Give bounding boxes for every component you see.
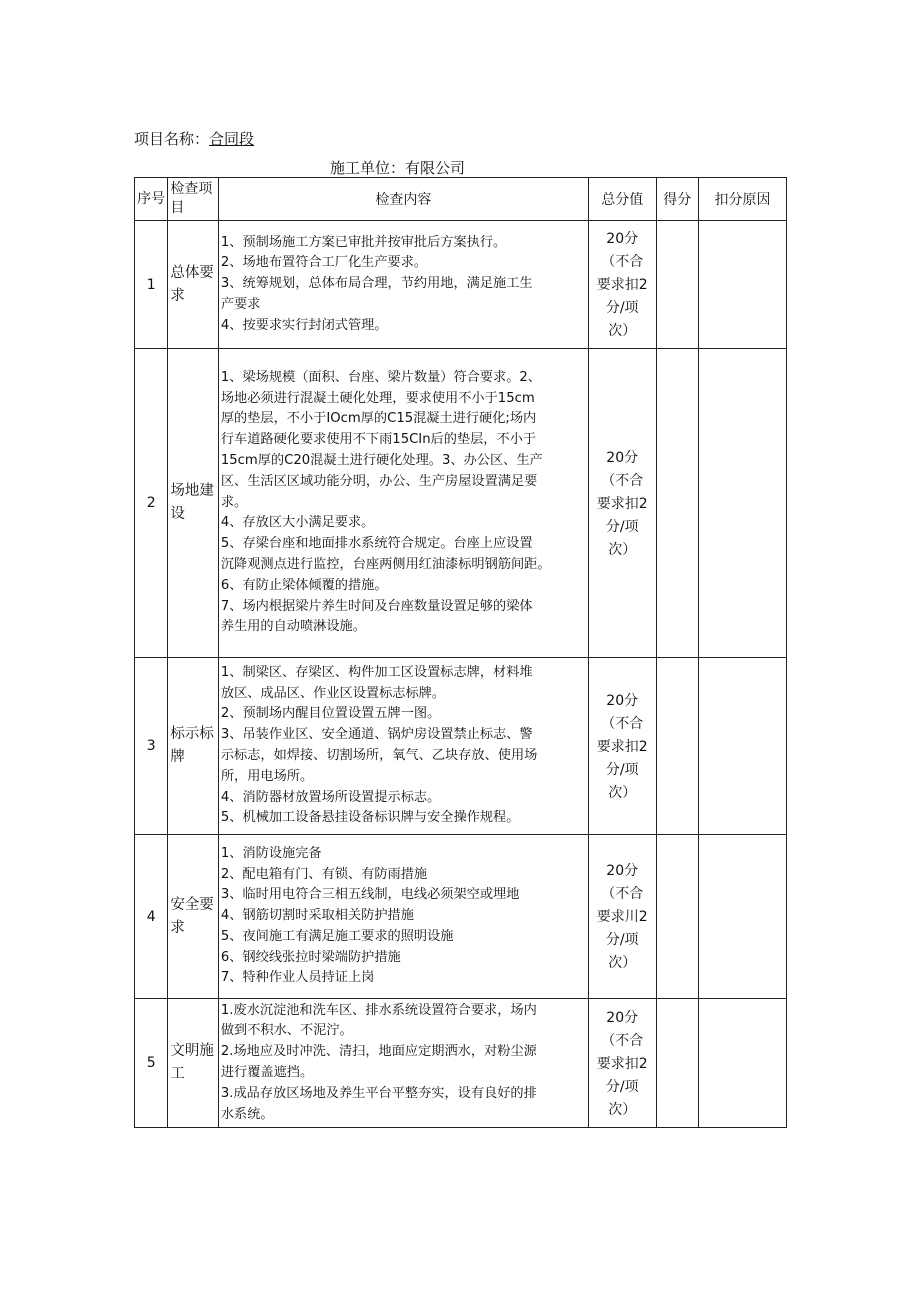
content-list: [219, 1001, 588, 1126]
construction-unit-label: 施工单位：: [330, 159, 406, 177]
content-list: [219, 368, 588, 638]
table-body: [135, 221, 787, 1128]
score-line: 分/项: [605, 1078, 639, 1095]
content-line: 4、按要求实行封闭式管理。: [220, 317, 388, 333]
score-line: 次）: [608, 323, 637, 339]
score-line: 次）: [608, 784, 637, 801]
score-line: 20分: [606, 1009, 639, 1026]
score-line: 20分: [606, 863, 639, 879]
row-item: 标示标牌: [168, 658, 219, 835]
content-line: 6、有防止梁体倾覆的措施。: [220, 577, 388, 593]
content-line: 2、配电箱有门、有锁、有防雨措施: [220, 866, 428, 882]
content-line: 1、预制场施工方案已审批并按审批后方案执行。: [220, 234, 507, 250]
content-line: 2、预制场内醒目位置设置五牌一图。: [220, 706, 441, 722]
score-line: 20分: [606, 692, 639, 709]
score-line: 20分: [606, 231, 639, 247]
row-content: [218, 349, 588, 658]
row-got-score[interactable]: [656, 349, 698, 658]
content-line: 求。: [220, 494, 248, 510]
row-item: 总体要求: [168, 221, 219, 349]
content-line: 场地必须进行混凝土硬化处理，要求使用不小于15cm: [220, 390, 535, 406]
inspection-table: [134, 177, 787, 1128]
row-number: 4: [135, 835, 168, 999]
table-row: [135, 999, 787, 1128]
content-line: 2、场地布置符合工厂化生产要求。: [220, 255, 428, 271]
row-deduction-reason[interactable]: [699, 658, 787, 835]
score-line: 20分: [606, 449, 639, 466]
row-deduction-reason[interactable]: [699, 835, 787, 999]
content-line: 5、存梁台座和地面排水系统符合规定。台座上应设置: [220, 536, 533, 552]
row-number: 5: [135, 999, 168, 1128]
row-got-score[interactable]: [656, 999, 698, 1128]
content-line: 6、钢绞线张拉时梁端防护措施: [220, 949, 401, 965]
row-score: [588, 221, 656, 349]
content-list: [219, 233, 588, 337]
content-line: 区、生活区区域功能分明，办公、生产房屋设置满足要: [220, 473, 538, 489]
content-line: 7、特种作业人员持证上岗: [220, 970, 375, 986]
score-line: 要求川2: [596, 909, 648, 925]
row-got-score[interactable]: [656, 221, 698, 349]
row-number: 1: [135, 221, 168, 349]
content-line: 示标志，如焊接、切割场所，氧气、乙块存放、使用场: [220, 748, 538, 763]
table-row: [135, 349, 787, 658]
row-deduction-reason[interactable]: [699, 221, 787, 349]
unit-underline: [465, 163, 590, 178]
row-content: [218, 658, 588, 835]
score-line: 分/项: [605, 518, 639, 535]
col-header-score: 总分值: [588, 178, 656, 221]
row-got-score[interactable]: [656, 658, 698, 835]
table-row: [135, 221, 787, 349]
row-content: [218, 835, 588, 999]
content-line: 做到不积水、不泥泞。: [220, 1023, 353, 1039]
content-line: 5、夜间施工有满足施工要求的照明设施: [220, 928, 454, 944]
content-line: 水系统。: [220, 1106, 274, 1122]
table-header: [135, 178, 787, 221]
col-header-no: 序号: [135, 178, 168, 221]
row-item: 场地建设: [168, 349, 219, 658]
content-list: [219, 663, 588, 829]
row-content: [218, 999, 588, 1128]
col-header-got: 得分: [656, 178, 698, 221]
construction-unit-value: 有限公司: [405, 159, 466, 177]
content-line: 产要求: [220, 296, 261, 312]
row-content: [218, 221, 588, 349]
score-line: 分/项: [605, 932, 639, 948]
content-line: 养生用的自动喷淋设施。: [220, 619, 366, 635]
project-name-line: [134, 128, 254, 149]
row-got-score[interactable]: [656, 835, 698, 999]
content-line: 3.成品存放区场地及养生平台平整夯实，设有良好的排: [220, 1085, 537, 1101]
score-line: 分/项: [605, 300, 639, 316]
row-deduction-reason[interactable]: [699, 999, 787, 1128]
construction-unit-line: [330, 157, 590, 178]
content-line: 厚的垫层，不小于IOcm厚的C15混凝土进行硬化;场内: [220, 411, 537, 427]
content-line: 1、制梁区、存梁区、构件加工区设置标志牌，材料堆: [220, 664, 533, 680]
content-line: 进行覆盖遮挡。: [220, 1065, 314, 1080]
table-row: [135, 658, 787, 835]
row-deduction-reason[interactable]: [699, 349, 787, 658]
score-line: 次）: [608, 955, 637, 971]
score-line: 次）: [608, 541, 637, 558]
project-name-label: 项目名称：: [134, 130, 210, 148]
content-line: 行车道路硬化要求使用不下雨15CIn后的垫层，不小于: [220, 432, 537, 448]
content-line: 4、钢筋切割时采取相关防护措施: [220, 908, 414, 924]
project-name-value: 合同段: [209, 130, 255, 148]
score-line: （不合: [601, 1032, 644, 1049]
content-line: 15cm厚的C20混凝土进行硬化处理。3、办公区、生产: [220, 453, 543, 468]
row-number: 2: [135, 349, 168, 658]
score-line: （不合: [601, 472, 644, 489]
score-line: 要求扣2: [596, 495, 648, 512]
score-line: （不合: [601, 254, 644, 270]
col-header-reason: 扣分原因: [699, 178, 787, 221]
content-line: 4、消防器材放置场所设置提示标志。: [220, 789, 441, 805]
table-row: [135, 835, 787, 999]
content-line: 2.场地应及时冲洗、清扫，地面应定期洒水，对粉尘源: [220, 1044, 537, 1060]
content-line: 1.废水沉淀池和洗车区、排水系统设置符合要求，场内: [220, 1002, 537, 1018]
row-number: 3: [135, 658, 168, 835]
content-line: 3、吊装作业区、安全通道、锅炉房设置禁止标志、警: [220, 727, 533, 743]
content-line: 1、梁场规模（面积、台座、梁片数量）符合要求。2、: [220, 369, 541, 385]
content-line: 3、统筹规划，总体布局合理，节约用地，满足施工生: [220, 276, 533, 292]
content-line: 1、消防设施完备: [220, 845, 322, 861]
row-score: [588, 349, 656, 658]
row-item: 文明施工: [168, 999, 219, 1128]
content-list: [219, 844, 588, 990]
col-header-content: 检查内容: [218, 178, 588, 221]
content-line: 沉降观测点进行监控，台座两侧用红油漆标明钢筋间距。: [220, 556, 551, 572]
score-line: 分/项: [605, 761, 639, 778]
score-line: （不合: [601, 715, 644, 732]
row-score: [588, 835, 656, 999]
col-header-item: 检查项目: [168, 178, 219, 221]
score-line: 要求扣2: [596, 1055, 648, 1072]
content-line: 5、机械加工设备悬挂设备标识牌与安全操作规程。: [220, 810, 520, 826]
score-line: （不合: [601, 886, 644, 902]
row-score: [588, 658, 656, 835]
content-line: 4、存放区大小满足要求。: [220, 515, 375, 531]
score-line: 次）: [608, 1101, 637, 1118]
row-item: 安全要求: [168, 835, 219, 999]
content-line: 7、场内根据梁片养生时间及台座数量设置足够的梁体: [220, 598, 533, 614]
content-line: 放区、成品区、作业区设置标志标牌。: [220, 685, 446, 701]
score-line: 要求扣2: [596, 738, 648, 755]
score-line: 要求扣2: [596, 277, 648, 293]
content-line: 3、临时用电符合三相五线制，电线必须架空或埋地: [220, 887, 520, 903]
content-line: 所，用电场所。: [220, 768, 314, 784]
row-score: [588, 999, 656, 1128]
